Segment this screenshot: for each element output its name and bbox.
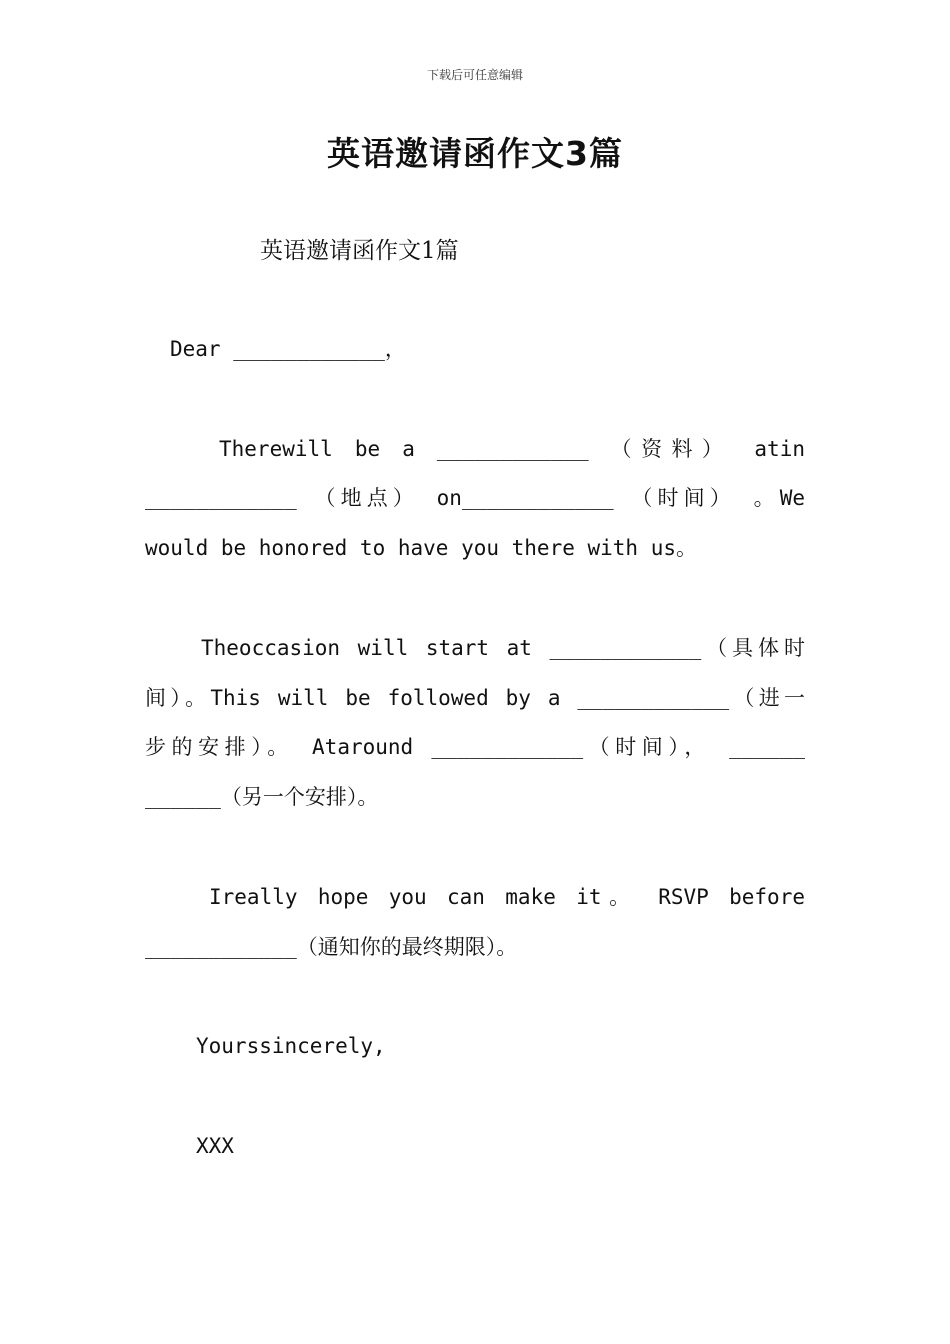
paragraph-3-line-2: ____________（通知你的最终期限）。: [145, 935, 518, 959]
paragraph-2-line-3: 步的安排）。 Ataround ____________（时间）， ______: [145, 735, 805, 759]
paragraph-2-line-2: 间）。This will be followed by a ____________（进一: [145, 686, 805, 710]
paragraph-1-line-1: Therewill be a ____________ （资料） atin: [219, 437, 805, 461]
section-title: 英语邀请函作文1篇: [260, 238, 459, 264]
header-note: 下载后可任意编辑: [426, 68, 523, 82]
document-title: 英语邀请函作文3篇: [327, 134, 623, 173]
paragraph-1-line-2: ____________ （地点） on____________ （时间） 。We: [145, 486, 805, 510]
paragraph-1-line-3: would be honored to have you there with us。: [145, 536, 698, 560]
paragraph-2-line-4: ______（另一个安排）。: [145, 785, 379, 809]
letter-greeting: Dear ____________，: [170, 337, 406, 361]
paragraph-2-line-1: Theoccasion will start at ____________（具体时: [201, 636, 805, 660]
letter-signature: XXX: [196, 1134, 234, 1158]
letter-closing: Yourssincerely,: [196, 1034, 386, 1058]
paragraph-3-line-1: Ireally hope you can make it。 RSVP before: [209, 885, 805, 909]
